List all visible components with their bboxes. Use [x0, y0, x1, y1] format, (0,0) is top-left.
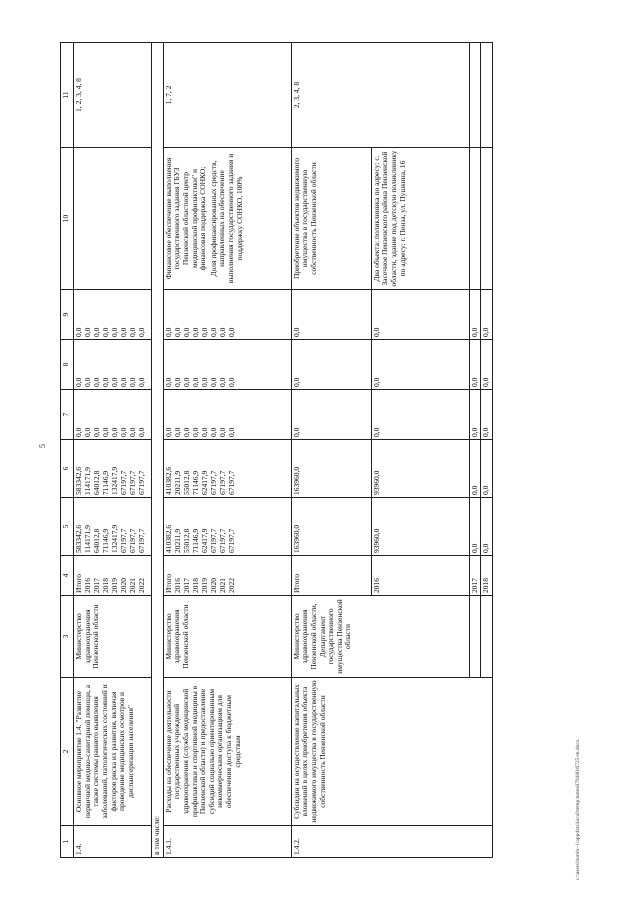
value-cell: 163960,0 [291, 498, 371, 556]
value-cell: 0,0 [481, 390, 493, 440]
value-cell: 0,0 [371, 390, 469, 440]
value-cell: 0,0 [291, 390, 371, 440]
year-cell: 2017 [469, 556, 481, 596]
value-cell: 0,0 [481, 340, 493, 390]
value-cell: 0,0 [469, 440, 481, 498]
indicator-text: Доля профинансированных средств, направленных на обеспечение выполнения государственного задания и поддержку СОНКО, 100% [208, 153, 244, 284]
col-7: 0,0 0,0 0,0 0,0 0,0 0,0 0,0 0,0 [163, 390, 291, 440]
page-number: 5 [38, 444, 47, 448]
table-row [163, 43, 291, 858]
table-row [74, 43, 152, 858]
header-cell: 11 [61, 43, 74, 148]
value-cell: 0,0 [469, 498, 481, 556]
value-cell: 0,0 [469, 390, 481, 440]
executor-empty [469, 596, 481, 678]
rotated-table-wrapper [60, 43, 585, 858]
indicator-text: Финансовое обеспечение выполнения государственного задания ГБУЗ Пензенский областной центр медицинской профилактики" и финансовая поддержка СОНКО; [163, 157, 208, 280]
total-col: 410382,6 20211,9 55012,8 71146,9 62417,9 67197,7 67197,7 67197,7 [163, 498, 291, 556]
value-cell: 0,0 [469, 340, 481, 390]
footer-file-path: c:\users\borob~1\appdata\local\temp\notes879480\6725-m.docx [575, 739, 581, 880]
col-9: 0,0 0,0 0,0 0,0 0,0 0,0 0,0 0,0 [74, 290, 152, 340]
links-empty [469, 43, 481, 148]
header-cell: 4 [61, 556, 74, 596]
value-cell: 0,0 [481, 440, 493, 498]
value-cell: 0,0 [291, 290, 371, 340]
executor-empty [481, 596, 493, 678]
regional-col: 583342,6 114171,9 64012,8 71146,9 132417,9 67197,7 67197,7 67197,7 [74, 440, 152, 498]
header-cell: 8 [61, 340, 74, 390]
year-cell: Итого [291, 556, 371, 596]
indicator-empty [481, 148, 493, 290]
value-cell: 0,0 [481, 498, 493, 556]
links: 1, 7, 2 [163, 43, 291, 148]
table-row [291, 43, 371, 858]
indicator-empty [469, 148, 481, 290]
regional-col: 410382,6 20211,9 55012,8 71146,9 62417,9 67197,7 67197,7 67197,7 [163, 440, 291, 498]
years-col: Итого 2016 2017 2018 2019 2020 2021 2022 [74, 556, 152, 596]
header-cell: 2 [61, 678, 74, 826]
table-row [152, 43, 164, 858]
col-8: 0,0 0,0 0,0 0,0 0,0 0,0 0,0 0,0 [74, 340, 152, 390]
total-col: 583342,6 114171,9 64012,8 71146,9 132417,9 67197,7 67197,7 67197,7 [74, 498, 152, 556]
indicator: Приобретение объектов недвижимого имущества в государственную собственность Пензенской области [291, 148, 371, 290]
header-cell: 3 [61, 596, 74, 678]
indicator [163, 148, 291, 290]
header-cell: 7 [61, 390, 74, 440]
header-cell: 10 [61, 148, 74, 290]
header-cell: 5 [61, 498, 74, 556]
header-cell: 6 [61, 440, 74, 498]
year-cell: 2016 [371, 556, 469, 596]
indicator: Два объекта: поликлиника по адресу: с. Засечное Пензенского района Пензенской области, здание под детскую поликлинику по адресу: г. Пенза, ул. Пушкина, 16 [371, 148, 469, 290]
activity-name: Субсидии на осуществление капитальных вложений в целях приобретения объекта недвижимого имущества в государственную собственность Пензенской области [291, 678, 492, 826]
header-cell: 1 [61, 826, 74, 858]
value-cell: 0,0 [469, 290, 481, 340]
value-cell: 0,0 [481, 290, 493, 340]
links: 1, 2, 3, 4, 8 [74, 43, 152, 148]
value-cell: 0,0 [371, 290, 469, 340]
row-number: 1.4.2. [291, 826, 492, 858]
years-col: Итого 2016 2017 2018 2019 2020 2021 2022 [163, 556, 291, 596]
header-row [61, 43, 74, 858]
executor: Министерство здравоохранения Пензенской области, Департамент государственного имущества Пензенской области [291, 596, 469, 678]
col-7: 0,0 0,0 0,0 0,0 0,0 0,0 0,0 0,0 [74, 390, 152, 440]
links: 2, 3, 4, 8 [291, 43, 469, 148]
col-8: 0,0 0,0 0,0 0,0 0,0 0,0 0,0 0,0 [163, 340, 291, 390]
row-number: 1.4.1. [163, 826, 291, 858]
value-cell: 163960,0 [291, 440, 371, 498]
indicator [74, 148, 152, 290]
value-cell: 93960,0 [371, 440, 469, 498]
activity-name: Расходы на обеспечение деятельности государственных учреждений здравоохранения (служба медицинской профилактики и спортивной медицины в Пензенской области) и предоставление субсидий социально ориентированным некоммерческим организациям для обеспечения доступа к бюджетным средствам [163, 678, 291, 826]
activity-name: Основное мероприятие 1.4. "Развитие первичной медико-санитарной помощи, а также системы раннего выявления заболеваний, патологических состояний и факторов риска их развития, включая проведение медицинских осмотров и диспансеризации населения" [74, 678, 152, 826]
executor: Министерство здравоохранения Пензенской области [74, 596, 152, 678]
col-9: 0,0 0,0 0,0 0,0 0,0 0,0 0,0 0,0 [163, 290, 291, 340]
value-cell: 0,0 [371, 340, 469, 390]
links-empty [481, 43, 493, 148]
year-cell: 2018 [481, 556, 493, 596]
program-table [60, 42, 493, 858]
row-number: 1.4. [74, 826, 152, 858]
value-cell: 93960,0 [371, 498, 469, 556]
executor: Министерство здравоохранения Пензенской области [163, 596, 291, 678]
header-cell: 9 [61, 290, 74, 340]
including-label: в том числе: [152, 43, 164, 858]
value-cell: 0,0 [291, 340, 371, 390]
